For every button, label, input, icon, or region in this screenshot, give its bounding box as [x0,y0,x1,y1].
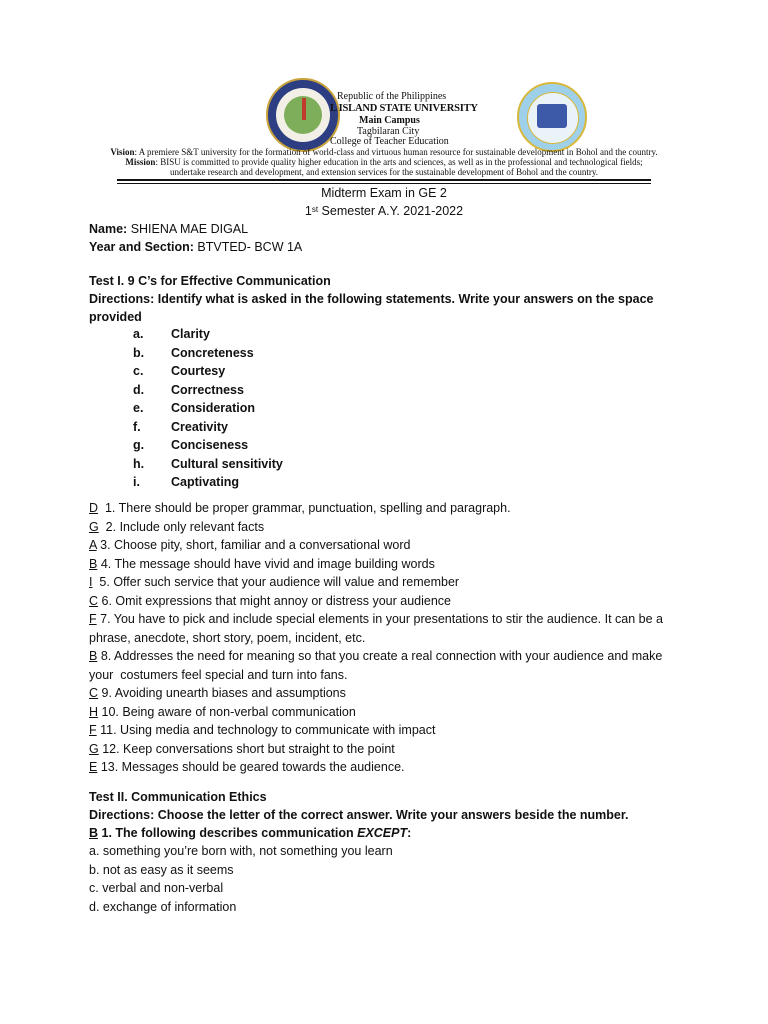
option-item: f. Creativity [133,419,228,434]
option-item: g. Conciseness [133,438,249,452]
campus-line: Main Campus [359,115,420,126]
question-answer: A [89,538,97,552]
option-item: h. Cultural sensitivity [133,456,283,471]
student-name: Name: SHIENA MAE DIGAL [89,222,249,236]
city-line: Tagbilaran City [357,126,420,137]
question-answer: G [89,519,99,534]
question-answer: B [89,826,99,840]
header-divider [117,179,651,181]
header-divider-thin [117,183,651,184]
test1-directions-cont: provided [89,310,142,324]
question-item: D 1. There should be proper grammar, punctuation, spelling and paragraph. [89,501,511,515]
option-item: e. Consideration [133,401,256,415]
question-item: C 9. Avoiding unearth biases and assumptions [89,686,346,700]
vision-statement: Vision: A premiere S&T university for the formation of world-class and virtuous human resource for sustainable development in Bohol and the country. [110,147,658,157]
test2-directions: Directions: Choose the letter of the correct answer. Write your answers beside the number. [89,808,629,822]
test2-question-1: B 1. The following describes communication EXCEPT: [89,826,412,840]
college-line: College of Teacher Education [330,136,449,147]
question-item: H 10. Being aware of non-verbal communication [89,704,356,719]
option-item: d. Correctness [133,382,244,397]
question-item: G 12. Keep conversations short but straight to the point [89,741,395,756]
question-answer: I [89,575,93,589]
option-item: i. Captivating [133,475,240,489]
mission-statement: Mission: BISU is committed to provide quality higher education in the arts and sciences, as well as in the professional and technological fields; [125,157,643,167]
exam-semester: 1st Semester A.Y. 2021-2022 [304,204,464,218]
question-answer: C [89,593,99,608]
university-seal-icon [266,78,340,152]
question-item: F 11. Using media and technology to communicate with impact [89,723,436,737]
question-item: B 8. Addresses the need for meaning so that you create a real connection with your audience and make [89,649,663,663]
question-item: B 4. The message should have vivid and image building words [89,556,435,571]
answer-choice: b. not as easy as it seems [89,862,234,877]
question-item: phrase, anecdote, short story, poem, incident, etc. [89,630,366,645]
answer-choice: c. verbal and non-verbal [89,881,224,895]
option-item: b. Concreteness [133,345,254,360]
test2-title: Test II. Communication Ethics [89,790,267,804]
answer-choice: a. something you’re born with, not something you learn [89,844,393,858]
question-answer: C [89,686,99,700]
question-answer: B [89,556,98,571]
question-item: A 3. Choose pity, short, familiar and a conversational word [89,538,411,552]
exam-title: Midterm Exam in GE 2 [321,186,447,200]
question-item: your costumers feel special and turn into fans. [89,667,348,682]
question-answer: B [89,649,98,663]
question-answer: F [89,612,97,626]
question-answer: E [89,760,98,774]
option-item: c. Courtesy [133,364,226,378]
university-name: L ISLAND STATE UNIVERSITY [330,103,478,114]
question-item: I 5. Offer such service that your audience will value and remember [89,575,460,589]
mission-statement-cont: undertake research and development, and extension services for the sustainable development of Bohol and the country. [169,167,599,177]
question-answer: D [89,501,99,515]
question-answer: F [89,723,97,737]
question-answer: H [89,704,99,719]
question-item: F 7. You have to pick and include special elements in your presentations to stir the audience. It can be a [89,612,663,626]
answer-choice: d. exchange of information [89,899,237,914]
option-item: a. Clarity [133,327,210,341]
question-item: E 13. Messages should be geared towards the audience. [89,760,405,774]
college-seal-icon [517,82,587,152]
question-item: G 2. Include only relevant facts [89,519,265,534]
test1-directions: Directions: Identify what is asked in the following statements. Write your answers on the space [89,292,654,306]
question-item: C 6. Omit expressions that might annoy or distress your audience [89,593,451,608]
test1-title: Test I. 9 C’s for Effective Communication [89,274,331,288]
year-section: Year and Section: BTVTED- BCW 1A [89,240,303,254]
republic-line: Republic of the Philippines [337,91,447,102]
question-answer: G [89,741,99,756]
